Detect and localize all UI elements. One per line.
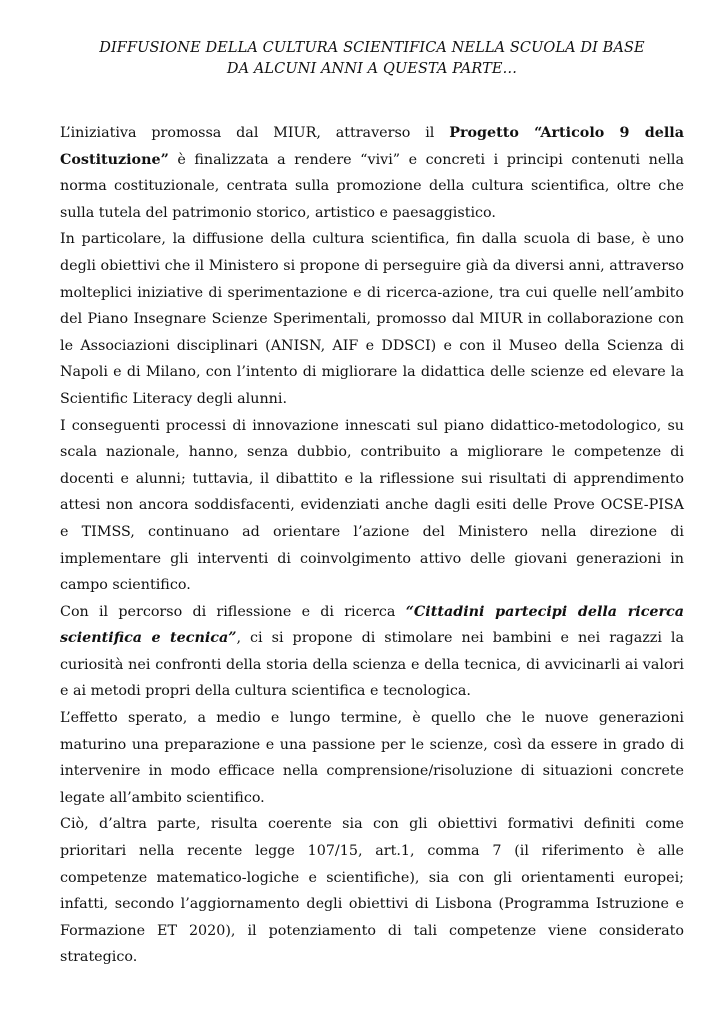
paragraph-4: [60, 599, 684, 705]
title-line-2: DA ALCUNI ANNI A QUESTA PARTE…: [226, 61, 518, 77]
paragraph-3: I conseguenti processi di innovazione innescati sul piano didattico-metodologico, su scala nazionale, hanno, senza dubbio, contribuito a migliorare le competenze di docenti e alunni; tuttavia, il dibattito e la riflessione sui risultati di apprendimento attesi non ancora soddisfacenti, evidenziati anche dagli esiti delle Prove OCSE-PISA e TIMSS, continuano ad orientare l’azione del Ministero nella direzione di implementare gli interventi di coinvolgimento attivo delle giovani generazioni in campo scientifico.: [60, 417, 684, 594]
project-name: Progetto “Articolo 9 della Costituzione”: [60, 125, 684, 168]
paragraph-4-text-end: , ci si propone di stimolare nei bambini e nei ragazzi la curiosità nei confronti della storia della scienza e della tecnica, di avvicinarli ai valori e ai metodi propri della cultura scientifica e tecnologica.: [60, 630, 684, 700]
title-line-1: DIFFUSIONE DELLA CULTURA SCIENTIFICA NELLA SCUOLA DI BASE: [99, 40, 645, 56]
paragraph-5: L’effetto sperato, a medio e lungo termine, è quello che le nuove generazioni maturino una preparazione e una passione per le scienze, così da essere in grado di intervenire in modo efficace nella comprensione/risoluzione di situazioni concrete legate all’ambito scientifico.: [60, 710, 684, 806]
research-path-title: “Cittadini partecipi della ricerca scientifica e tecnica”: [60, 603, 685, 647]
paragraph-4-text-start: Con il percorso di riflessione e di ricerca: [60, 603, 406, 620]
document-title: [60, 38, 684, 80]
document-body: [60, 120, 684, 971]
paragraph-1-text-end: è finalizzata a rendere “vivi” e concreti i principi contenuti nella norma costituzionale, centrata sulla promozione della cultura scientifica, oltre che sulla tutela del patrimonio storico, artistico e paesaggistico.: [60, 151, 684, 221]
document-page: [60, 38, 684, 971]
paragraph-2: In particolare, la diffusione della cultura scientifica, fin dalla scuola di base, è uno degli obiettivi che il Ministero si propone di perseguire già da diversi anni, attraverso molteplici iniziative di sperimentazione e di ricerca-azione, tra cui quelle nell’ambito del Piano Insegnare Scienze Sperimentali, promosso dal MIUR in collaborazione con le Associazioni disciplinari (ANISN, AIF e DDSCI) e con il Museo della Scienza di Napoli e di Milano, con l’intento di migliorare la didattica delle scienze ed elevare la Scientific Literacy degli alunni.: [60, 231, 684, 407]
paragraph-1-text-start: L’iniziativa promossa dal MIUR, attraverso il: [60, 125, 450, 141]
paragraph-1: [60, 120, 684, 226]
paragraph-6: Ciò, d’altra parte, risulta coerente sia con gli obiettivi formativi definiti come prioritari nella recente legge 107/15, art.1, comma 7 (il riferimento è alle competenze matematico-logiche e scientifiche), sia con gli orientamenti europei; infatti, secondo l’aggiornamento degli obiettivi di Lisbona (Programma Istruzione e Formazione ET 2020), il potenziamento di tali competenze viene considerato strategico.: [60, 816, 684, 966]
